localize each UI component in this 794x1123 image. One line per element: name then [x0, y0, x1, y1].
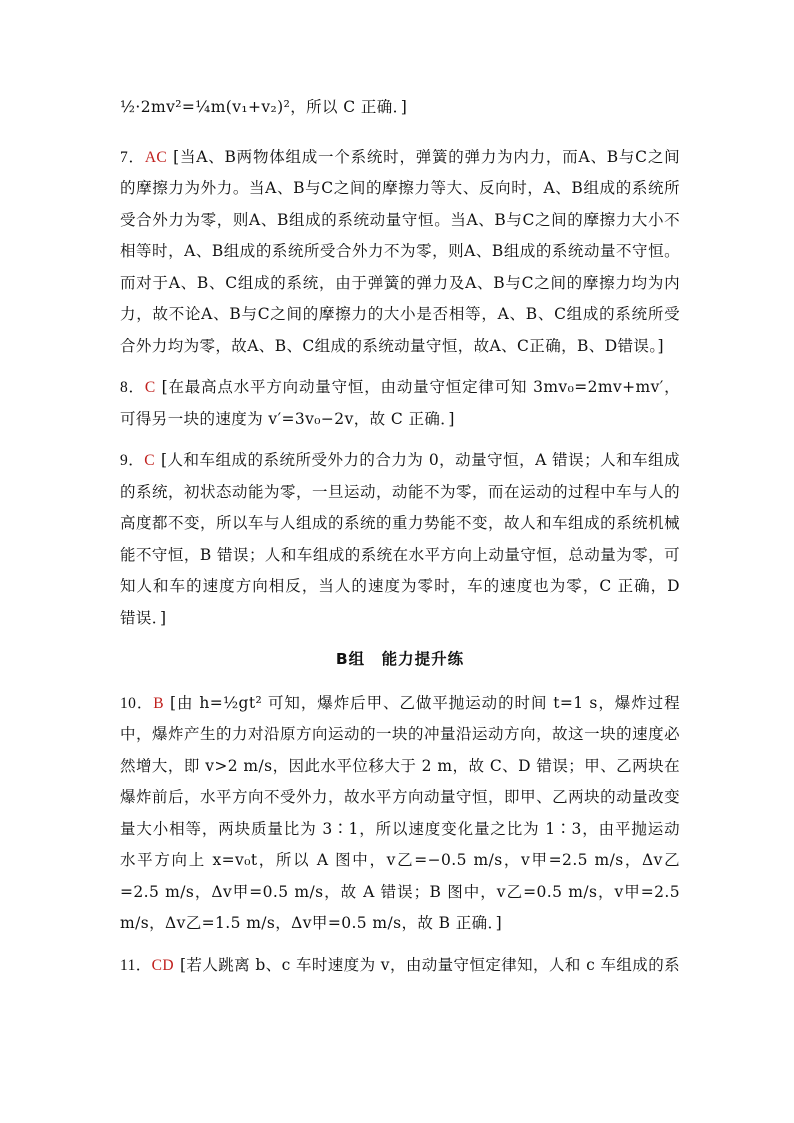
question-number: 7． [120, 148, 145, 166]
question-number: 9． [120, 452, 145, 469]
section-title: B组 能力提升练 [335, 650, 465, 668]
answer-label: CD [151, 956, 174, 974]
question-number: 10． [120, 694, 154, 712]
answer-paragraph-7 [120, 142, 680, 363]
answer-paragraph-10 [120, 688, 680, 940]
answer-label: C [144, 452, 155, 469]
answer-label: B [153, 694, 165, 712]
answer-paragraph-11 [120, 950, 680, 982]
answer-label: AC [144, 148, 168, 166]
paragraph-6-tail [120, 92, 680, 124]
paragraph-text: ½·2mv²=¼m(v₁+v₂)²，所以 C 正确．] [120, 98, 408, 116]
answer-label: C [144, 379, 156, 396]
paragraph-text: [若人跳离 b、c 车时速度为 v，由动量守恒定律知，人和 c 车组成的系 [179, 955, 680, 974]
answer-paragraph-9 [120, 445, 680, 634]
paragraph-text: [当A、B两物体组成一个系统时，弹簧的弹力为内力，而A、B与C之间的摩擦力为外力。当A、B与C之间的摩擦力等大、反向时，A、B组成的系统所受合外力为零，则A、B组成的系统动量守恒。当A、B与C之间的摩擦力大小不相等时，A、B组成的系统所受合外力不为零，则A、B组成的系统动量不守恒。而对于A、B、C组成的系统，由于弹簧的弹力及A、B与C之间的摩擦力均为内力，故不论A、B与C之间的摩擦力的大小是否相等，A、B、C组成的系统所受合外力均为零，故A、B、C组成的系统动量守恒，故A、C正确，B、D错误。] [120, 147, 680, 355]
paragraph-text: [由 h=½gt² 可知，爆炸后甲、乙做平抛运动的时间 t=1 s，爆炸过程中，爆炸产生的力对沿原方向运动的一块的冲量沿运动方向，故这一块的速度必然增大，即 v>2 m/s，因此水平位移大于 2 m，故 C、D 错误；甲、乙两块在爆炸前后，水平方向不受外力，故水平方向动量守恒，即甲、乙两块的动量改变量大小相等，两块质量比为 3∶1，所以速度变化量之比为 1∶3，由平抛运动水平方向上 x=v₀t，所以 A 图中，v乙=−0.5 m/s，v甲=2.5 m/s，Δv乙=2.5 m/s，Δv甲=0.5 m/s，故 A 错误；B 图中，v乙=0.5 m/s，v甲=2.5 m/s，Δv乙=1.5 m/s，Δv甲=0.5 m/s，故 B 正确．] [120, 693, 680, 932]
document-page [120, 92, 680, 991]
paragraph-text: [人和车组成的系统所受外力的合力为 0，动量守恒，A 错误；人和车组成的系统，初状态动能为零，一旦运动，动能不为零，而在运动的过程中车与人的高度都不变，所以车与人组成的系统的重力势能不变，故人和车组成的系统机械能不守恒，B 错误；人和车组成的系统在水平方向上动量守恒，总动量为零，可知人和车的速度方向相反，当人的速度为零时，车的速度也为零，C 正确，D 错误．] [120, 451, 680, 627]
question-number: 8． [120, 379, 145, 396]
paragraph-text: [在最高点水平方向动量守恒，由动量守恒定律可知 3mv₀=2mv+mv′，可得另一块的速度为 v′=3v₀−2v，故 C 正确．] [120, 378, 680, 428]
question-number: 11． [120, 956, 152, 974]
answer-paragraph-8 [120, 372, 680, 435]
